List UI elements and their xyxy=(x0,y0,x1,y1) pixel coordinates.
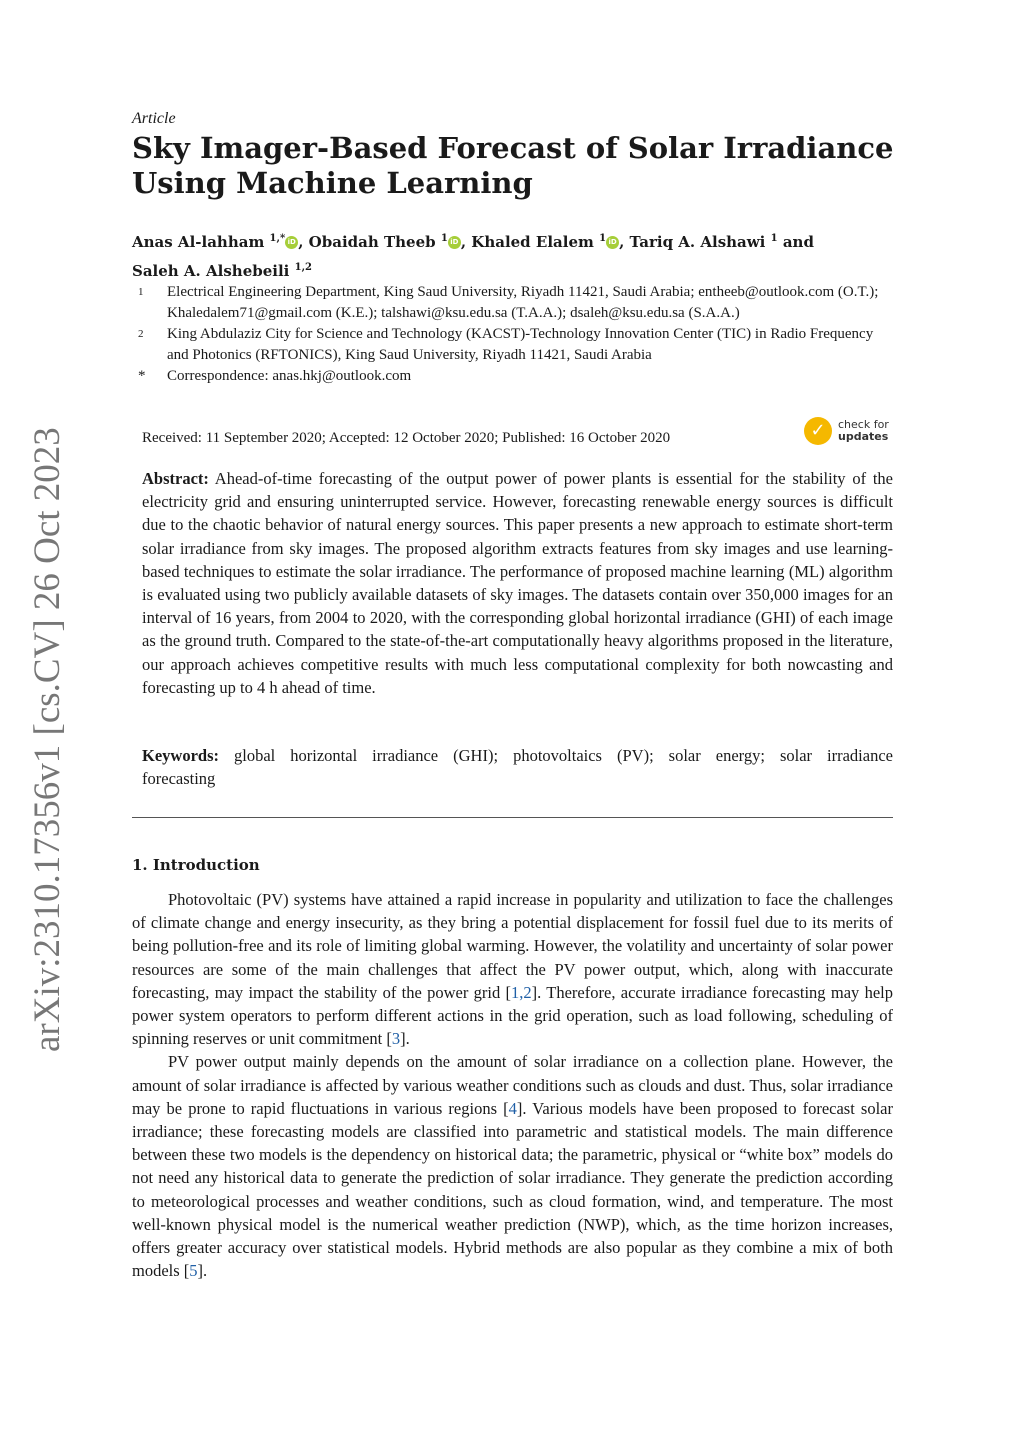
section-heading: 1. Introduction xyxy=(132,856,260,874)
author-name: Saleh A. Alshebeili xyxy=(132,262,290,280)
affiliations xyxy=(138,282,898,387)
orcid-icon[interactable]: iD xyxy=(606,236,619,249)
check-line-2: updates xyxy=(838,430,889,443)
affiliation-mark: 2 xyxy=(138,328,144,340)
paper-title: Sky Imager-Based Forecast of Solar Irradiance Using Machine Learning xyxy=(132,131,894,200)
paragraph-text: Photovoltaic (PV) systems have attained a rapid increase in popularity and utilization to face the challenges of climate change and energy insecurity, as they bring a potential displacement for fossil fuel due to its merits of being pollution-free and its role of limiting global warming. However, the volatility and uncertainty of solar power resources are some of the main challenges that affect the PV power output, which, along with inaccurate forecasting, may impact the stability of the power grid [ xyxy=(132,890,893,1002)
affiliation-item xyxy=(138,282,898,324)
paragraph-text: PV power output mainly depends on the amount of solar irradiance on a collection plane. However, the amount of solar irradiance is affected by various weather conditions such as clouds and dust. Thus, solar irradiance may be prone to rapid fluctuations in various regions [ xyxy=(132,1052,893,1118)
paragraph-text: ]. xyxy=(400,1029,410,1049)
abstract xyxy=(142,467,893,699)
affiliation-mark: * xyxy=(138,368,146,384)
paragraph-text: ]. Various models have been proposed to forecast solar irradiance; these forecasting models are classified into parametric and statistical models. The main difference between these two models is the dependency on historical data; the parametric, physical or “white box” models do not need any historical data to generate the prediction of solar irradiance. They generate the prediction according to meteorological processes and weather conditions, such as cloud formation, wind, and temperature. The most well-known physical model is the numerical weather prediction (NWP), which, as the time horizon increases, offers greater accuracy over statistical models. Hybrid methods are also popular as they combine a mix of both models [ xyxy=(132,1098,893,1281)
publication-dates: Received: 11 September 2020; Accepted: 12 October 2020; Published: 16 October 2020 xyxy=(142,430,671,446)
citation-link[interactable]: 1,2 xyxy=(511,982,532,1002)
citation-link[interactable]: 4 xyxy=(508,1098,517,1118)
arxiv-identifier: arXiv:2310.17356v1 [cs.CV] 26 Oct 2023 xyxy=(27,427,68,1052)
paragraph-text: ]. Therefore, accurate irradiance forecasting may help power system operators to perform different actions in the grid operation, such as load following, scheduling of spinning reserves or unit commitment [ xyxy=(132,982,893,1049)
author-name: Khaled Elalem xyxy=(471,233,594,251)
article-type: Article xyxy=(132,110,176,127)
abstract-label: Abstract: xyxy=(142,469,209,488)
citation-link[interactable]: 3 xyxy=(391,1029,401,1049)
affiliation-item xyxy=(138,324,898,366)
author-name: Tariq A. Alshawi xyxy=(629,233,766,251)
author-affil-mark: 1,* xyxy=(269,233,286,244)
check-for-updates-badge[interactable] xyxy=(804,417,889,445)
section-body xyxy=(132,888,893,1282)
author-name: Obaidah Theeb xyxy=(308,233,436,251)
affiliation-text: Correspondence: anas.hkj@outlook.com xyxy=(167,368,412,384)
author-name: Anas Al-lahham xyxy=(132,233,265,251)
authors-and: and xyxy=(782,233,814,251)
keywords-label: Keywords: xyxy=(142,746,219,765)
affiliation-item xyxy=(138,366,898,387)
author-affil-mark: 1 xyxy=(599,233,607,244)
author-affil-mark: 1 xyxy=(440,233,448,244)
paragraph xyxy=(132,888,893,1050)
orcid-icon[interactable]: iD xyxy=(448,236,461,249)
check-line-1: check for xyxy=(838,418,889,431)
author-affil-mark: 1 xyxy=(770,233,778,244)
author-affil-mark: 1,2 xyxy=(294,262,313,273)
checkmark-icon: ✓ xyxy=(804,417,832,445)
check-for-updates-label xyxy=(838,419,889,443)
abstract-text: Ahead-of-time forecasting of the output power of power plants is essential for the stability of the electricity grid and ensuring uninterrupted service. However, forecasting renewable energy sources is difficult due to the chaotic behavior of natural energy sources. This paper presents a new approach to estimate short-term solar irradiance from sky images. The proposed algorithm extracts features from sky images and use learning-based techniques to estimate the solar irradiance. The performance of proposed machine learning (ML) algorithm is evaluated using two publicly available datasets of sky images. The datasets contain over 350,000 images for an interval of 16 years, from 2004 to 2020, with the corresponding global horizontal irradiance (GHI) of each image as the ground truth. Compared to the state-of-the-art computationally heavy algorithms proposed in the literature, our approach achieves competitive results with much less computational complexity for both nowcasting and forecasting up to 4 h ahead of time. xyxy=(142,469,894,697)
paragraph-text: ]. xyxy=(197,1261,208,1281)
paragraph xyxy=(132,1050,893,1282)
author-list: Anas Al-lahham $^{1,*}$ iD , Obaidah Theeb $^1$ iD , Khaled Elalem $^1$ iD , Tariq A. Alshawi $^1$ and Saleh A. Alshebeili $^{1,2}$ xyxy=(132,233,814,280)
keywords-text: global horizontal irradiance (GHI); photovoltaics (PV); solar energy; solar irradiance forecasting xyxy=(142,746,893,789)
citation-link[interactable]: 5 xyxy=(189,1261,198,1281)
section-divider xyxy=(132,817,893,818)
orcid-icon[interactable]: iD xyxy=(285,236,298,249)
affiliation-mark: 1 xyxy=(138,286,144,298)
affiliation-text: Electrical Engineering Department, King Saud University, Riyadh 11421, Saudi Arabia; entheeb@outlook.com (O.T.); Khaledalem71@gmail.com (K.E.); talshawi@ksu.edu.sa (T.A.A.); dsaleh@ksu.edu.sa (S.A.A.) xyxy=(167,284,879,321)
keywords xyxy=(142,744,893,790)
affiliation-text: King Abdulaziz City for Science and Technology (KACST)-Technology Innovation Center (TIC) in Radio Frequency and Photonics (RFTONICS), King Saud University, Riyadh 11421, Saudi Arabia xyxy=(167,326,874,363)
